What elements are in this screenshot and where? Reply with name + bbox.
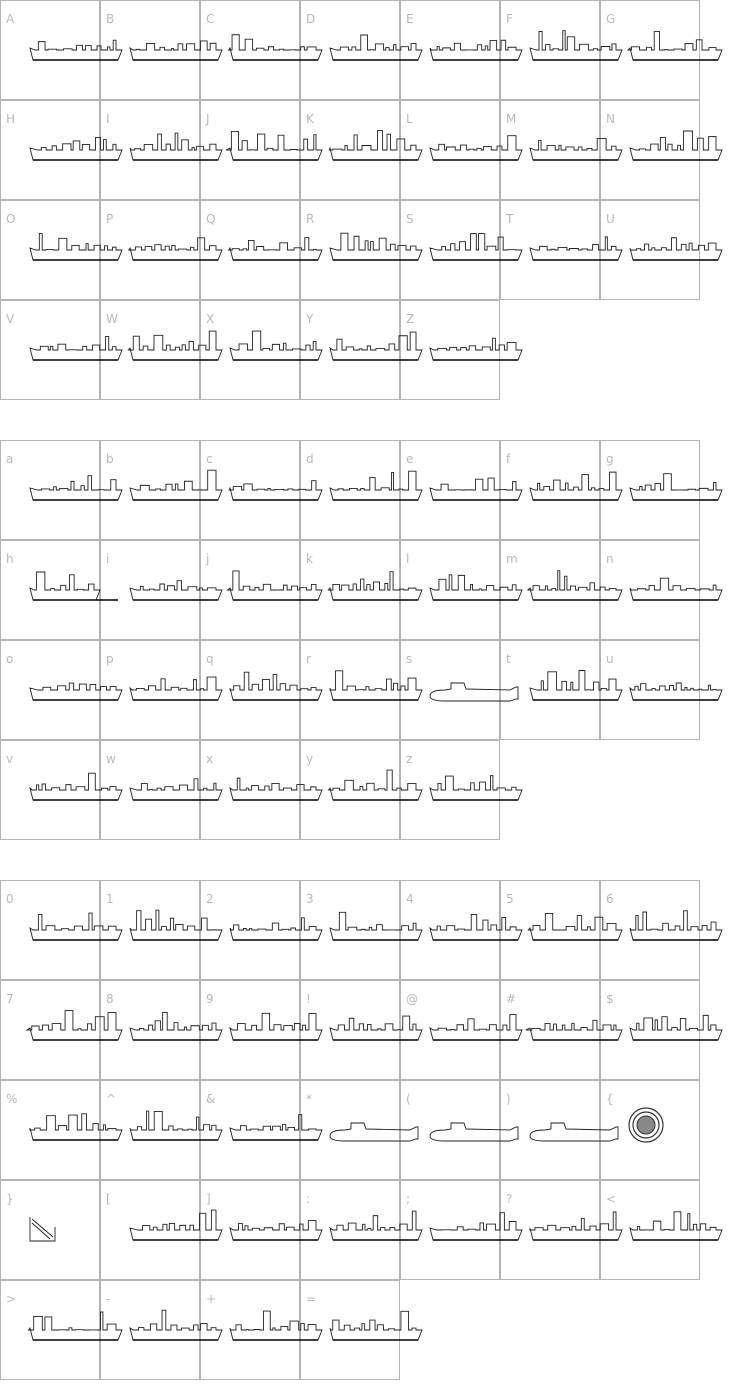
glyph-label: ? — [506, 1192, 513, 1206]
glyph-cell[interactable] — [0, 540, 100, 640]
glyph-cell[interactable] — [100, 100, 200, 200]
glyph-cell[interactable] — [200, 880, 300, 980]
glyph-label: H — [6, 112, 16, 126]
glyph-cell[interactable] — [300, 540, 400, 640]
glyph-label: & — [206, 1092, 216, 1106]
glyph-label: m — [506, 552, 518, 566]
glyph-cell[interactable] — [400, 300, 500, 400]
glyph-cell[interactable] — [500, 1080, 600, 1180]
glyph-cell[interactable] — [100, 640, 200, 740]
glyph-cell[interactable] — [0, 980, 100, 1080]
glyph-cell[interactable] — [600, 100, 700, 200]
glyph-cell[interactable] — [500, 880, 600, 980]
glyph-label: h — [6, 552, 14, 566]
glyph-cell[interactable] — [100, 1180, 200, 1280]
glyph-cell[interactable] — [300, 1280, 400, 1380]
glyph-label: # — [506, 992, 517, 1006]
glyph-cell[interactable] — [400, 1080, 500, 1180]
glyph-cell[interactable] — [200, 0, 300, 100]
glyph-cell[interactable] — [0, 740, 100, 840]
glyph-cell[interactable] — [600, 440, 700, 540]
glyph-label: u — [606, 652, 614, 666]
glyph-label: c — [206, 452, 213, 466]
glyph-label: P — [106, 212, 114, 226]
glyph-label: : — [306, 1192, 311, 1206]
glyph-cell[interactable] — [100, 880, 200, 980]
glyph-label: } — [6, 1192, 14, 1206]
glyph-cell[interactable] — [400, 740, 500, 840]
glyph-label: ( — [406, 1092, 411, 1106]
glyph-cell[interactable] — [300, 100, 400, 200]
glyph-label: r — [306, 652, 311, 666]
glyph-label: [ — [106, 1192, 111, 1206]
glyph-label: 9 — [206, 992, 214, 1006]
glyph-label: y — [306, 752, 314, 766]
glyph-label: { — [606, 1092, 614, 1106]
glyph-label: @ — [406, 992, 418, 1006]
glyph-cell[interactable] — [200, 100, 300, 200]
glyph-label: w — [106, 752, 116, 766]
glyph-label: W — [106, 312, 118, 326]
glyph-label: Q — [206, 212, 216, 226]
glyph-cell[interactable] — [100, 0, 200, 100]
glyph-label: * — [306, 1092, 312, 1106]
glyph-cell[interactable] — [500, 980, 600, 1080]
glyph-label: E — [406, 12, 414, 26]
glyph-cell[interactable] — [400, 880, 500, 980]
glyph-cell[interactable] — [100, 980, 200, 1080]
glyph-label: I — [106, 112, 110, 126]
section-lowercase — [0, 440, 700, 840]
glyph-label: V — [6, 312, 15, 326]
glyph-cell[interactable] — [600, 0, 700, 100]
glyph-cell[interactable] — [300, 980, 400, 1080]
glyph-cell[interactable] — [0, 1080, 100, 1180]
glyph-label: Z — [406, 312, 415, 326]
glyph-label: F — [506, 12, 513, 26]
glyph-cell[interactable] — [400, 980, 500, 1080]
glyph-label: % — [6, 1092, 18, 1106]
glyph-label: 3 — [306, 892, 314, 906]
glyph-cell[interactable] — [600, 980, 700, 1080]
glyph-cell[interactable] — [200, 640, 300, 740]
glyph-cell[interactable] — [400, 640, 500, 740]
glyph-cell[interactable] — [0, 0, 100, 100]
glyph-cell[interactable] — [200, 440, 300, 540]
glyph-cell[interactable] — [300, 640, 400, 740]
section-symbols — [0, 880, 700, 1380]
glyph-label: U — [606, 212, 615, 226]
glyph-label: ] — [206, 1192, 211, 1206]
glyph-label: o — [6, 652, 14, 666]
glyph-label: 8 — [106, 992, 114, 1006]
glyph-label: z — [406, 752, 413, 766]
glyph-label: q — [206, 652, 214, 666]
glyph-label: i — [106, 552, 110, 566]
glyph-cell[interactable] — [600, 200, 700, 300]
glyph-cell[interactable] — [0, 1280, 100, 1380]
glyph-cell[interactable] — [600, 880, 700, 980]
glyph-label: J — [206, 112, 210, 126]
glyph-label: = — [306, 1292, 317, 1306]
glyph-label: a — [6, 452, 14, 466]
glyph-cell[interactable] — [400, 0, 500, 100]
glyph-cell[interactable] — [0, 640, 100, 740]
glyph-label: 1 — [106, 892, 114, 906]
glyph-label: N — [606, 112, 615, 126]
glyph-cell[interactable] — [600, 540, 700, 640]
glyph-label: b — [106, 452, 114, 466]
glyph-cell[interactable] — [0, 440, 100, 540]
glyph-cell[interactable] — [200, 200, 300, 300]
glyph-cell[interactable] — [100, 300, 200, 400]
glyph-label: X — [206, 312, 215, 326]
glyph-label: 4 — [406, 892, 414, 906]
glyph-cell[interactable] — [200, 300, 300, 400]
glyph-label: d — [306, 452, 314, 466]
glyph-cell[interactable] — [100, 1280, 200, 1380]
glyph-label: - — [106, 1292, 111, 1306]
glyph-label: ^ — [106, 1092, 117, 1106]
glyph-cell[interactable] — [200, 1180, 300, 1280]
glyph-label: S — [406, 212, 414, 226]
glyph-cell[interactable] — [300, 0, 400, 100]
glyph-cell[interactable] — [100, 200, 200, 300]
glyph-cell[interactable] — [200, 540, 300, 640]
glyph-label: B — [106, 12, 115, 26]
glyph-cell[interactable] — [600, 1080, 700, 1180]
glyph-label: + — [206, 1292, 217, 1306]
glyph-cell[interactable] — [400, 540, 500, 640]
glyph-label: A — [6, 12, 15, 26]
glyph-cell[interactable] — [300, 1180, 400, 1280]
glyph-label: $ — [606, 992, 614, 1006]
glyph-cell[interactable] — [500, 1180, 600, 1280]
glyph-cell[interactable] — [600, 640, 700, 740]
glyph-label: 6 — [606, 892, 614, 906]
glyph-label: j — [206, 552, 210, 566]
glyph-label: t — [506, 652, 511, 666]
glyph-label: 2 — [206, 892, 214, 906]
glyph-cell[interactable] — [400, 440, 500, 540]
glyph-cell[interactable] — [500, 0, 600, 100]
glyph-label: f — [506, 452, 511, 466]
glyph-label: > — [6, 1292, 17, 1306]
glyph-cell[interactable] — [600, 1180, 700, 1280]
glyph-label: k — [306, 552, 313, 566]
glyph-label: Y — [306, 312, 314, 326]
glyph-cell[interactable] — [300, 440, 400, 540]
glyph-cell[interactable] — [300, 1080, 400, 1180]
glyph-cell[interactable] — [200, 1280, 300, 1380]
glyph-cell[interactable] — [500, 640, 600, 740]
glyph-cell[interactable] — [0, 200, 100, 300]
glyph-cell[interactable] — [300, 300, 400, 400]
glyph-cell[interactable] — [400, 200, 500, 300]
glyph-cell[interactable] — [200, 1080, 300, 1180]
glyph-label: 5 — [506, 892, 514, 906]
glyph-label: 7 — [6, 992, 14, 1006]
glyph-label: M — [506, 112, 517, 126]
glyph-cell[interactable] — [300, 200, 400, 300]
glyph-cell[interactable] — [400, 1180, 500, 1280]
glyph-label: g — [606, 452, 614, 466]
glyph-label: ! — [306, 992, 311, 1006]
glyph-cell[interactable] — [0, 880, 100, 980]
glyph-label: l — [406, 552, 410, 566]
glyph-label: 0 — [6, 892, 14, 906]
glyph-cell[interactable] — [100, 1080, 200, 1180]
glyph-label: < — [606, 1192, 617, 1206]
glyph-cell[interactable] — [0, 300, 100, 400]
glyph-cell[interactable] — [500, 100, 600, 200]
glyph-label: x — [206, 752, 214, 766]
glyph-cell[interactable] — [200, 740, 300, 840]
glyph-label: e — [406, 452, 414, 466]
glyph-cell[interactable] — [100, 740, 200, 840]
glyph-cell[interactable] — [300, 740, 400, 840]
glyph-label: ; — [406, 1192, 411, 1206]
glyph-label: C — [206, 12, 215, 26]
glyph-cell[interactable] — [100, 540, 200, 640]
glyph-cell[interactable] — [500, 540, 600, 640]
glyph-label: s — [406, 652, 413, 666]
section-uppercase — [0, 0, 700, 400]
glyph-label: n — [606, 552, 614, 566]
glyph-label: D — [306, 12, 316, 26]
glyph-label: p — [106, 652, 114, 666]
glyph-label: G — [606, 12, 616, 26]
glyph-label: O — [6, 212, 16, 226]
glyph-cell[interactable] — [0, 1180, 100, 1280]
glyph-cell[interactable] — [200, 980, 300, 1080]
glyph-label: ) — [506, 1092, 511, 1106]
glyph-label: T — [506, 212, 514, 226]
glyph-cell[interactable] — [400, 100, 500, 200]
glyph-cell[interactable] — [100, 440, 200, 540]
glyph-cell[interactable] — [0, 100, 100, 200]
glyph-label: R — [306, 212, 315, 226]
glyph-label: K — [306, 112, 314, 126]
glyph-label: v — [6, 752, 14, 766]
glyph-cell[interactable] — [300, 880, 400, 980]
glyph-label: L — [406, 112, 413, 126]
glyph-cell[interactable] — [500, 440, 600, 540]
glyph-cell[interactable] — [500, 200, 600, 300]
